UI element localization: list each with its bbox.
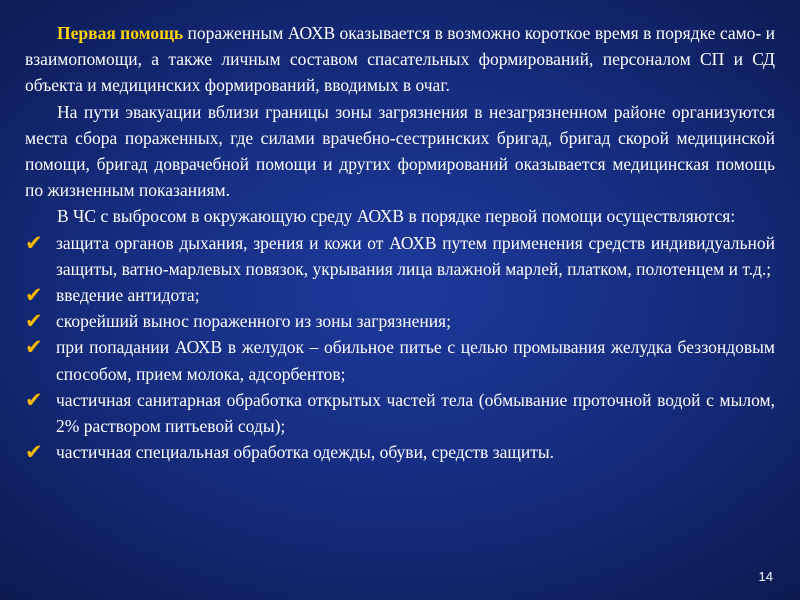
checkmark-icon: ✔	[25, 230, 43, 255]
bullet-text: введение антидота;	[56, 285, 200, 306]
checkmark-icon: ✔	[25, 440, 43, 465]
bullet-item	[25, 334, 775, 386]
bullet-text: защита органов дыхания, зрения и кожи от АОХВ путем применения средств индивидуальной защиты, ватно-марлевых повязок, укрывания лица влажной марлей, платком, полотенцем и т.д.;	[56, 232, 775, 279]
bullet-item	[25, 230, 775, 282]
bullet-text: частичная санитарная обработка открытых частей тела (обмывание проточной водой с мылом, 2% раствором питьевой соды);	[56, 389, 775, 437]
paragraph-text: пораженным АОХВ оказывается в возможно короткое время в порядке само- и взаимопомощи, а также личным составом спасательных формирований, персоналом СП и СД объекта и медицинских формирований, вводимых в очаг.	[25, 23, 776, 96]
bullet-item	[25, 387, 775, 439]
slide-content	[25, 20, 775, 465]
page-number: 14	[758, 569, 773, 584]
bullet-item	[25, 308, 775, 334]
checkmark-icon: ✔	[25, 335, 43, 360]
bullet-item	[25, 282, 775, 308]
bullet-text: при попадании АОХВ в желудок – обильное питье с целью промывания желудка беззондовым способом, прием молока, адсорбентов;	[56, 337, 775, 384]
checkmark-icon: ✔	[25, 387, 43, 412]
paragraph-text: На пути эвакуации вблизи границы зоны загрязнения в незагрязненном районе организуются места сбора пораженных, где силами врачебно-сестринских бригад, бригад скорой медицинской помощи, бригад доврачебной помощи и других формирований оказывается медицинская помощь по жизненным показаниям.	[25, 101, 775, 201]
paragraph-text: В ЧС с выбросом в окружающую среду АОХВ в порядке первой помощи осуществляются:	[57, 206, 736, 227]
bullet-text: скорейший вынос пораженного из зоны загрязнения;	[56, 311, 451, 332]
paragraph-emergency-intro	[25, 203, 775, 229]
paragraph-evacuation	[25, 99, 775, 204]
paragraph-lead-first-aid: Первая помощь	[57, 23, 184, 43]
bullet-text: частичная специальная обработка одежды, обуви, средств защиты.	[56, 442, 554, 463]
bullet-item	[25, 439, 775, 465]
checkmark-icon: ✔	[25, 283, 43, 308]
checkmark-icon: ✔	[25, 309, 43, 334]
paragraph-first-aid	[25, 20, 775, 99]
